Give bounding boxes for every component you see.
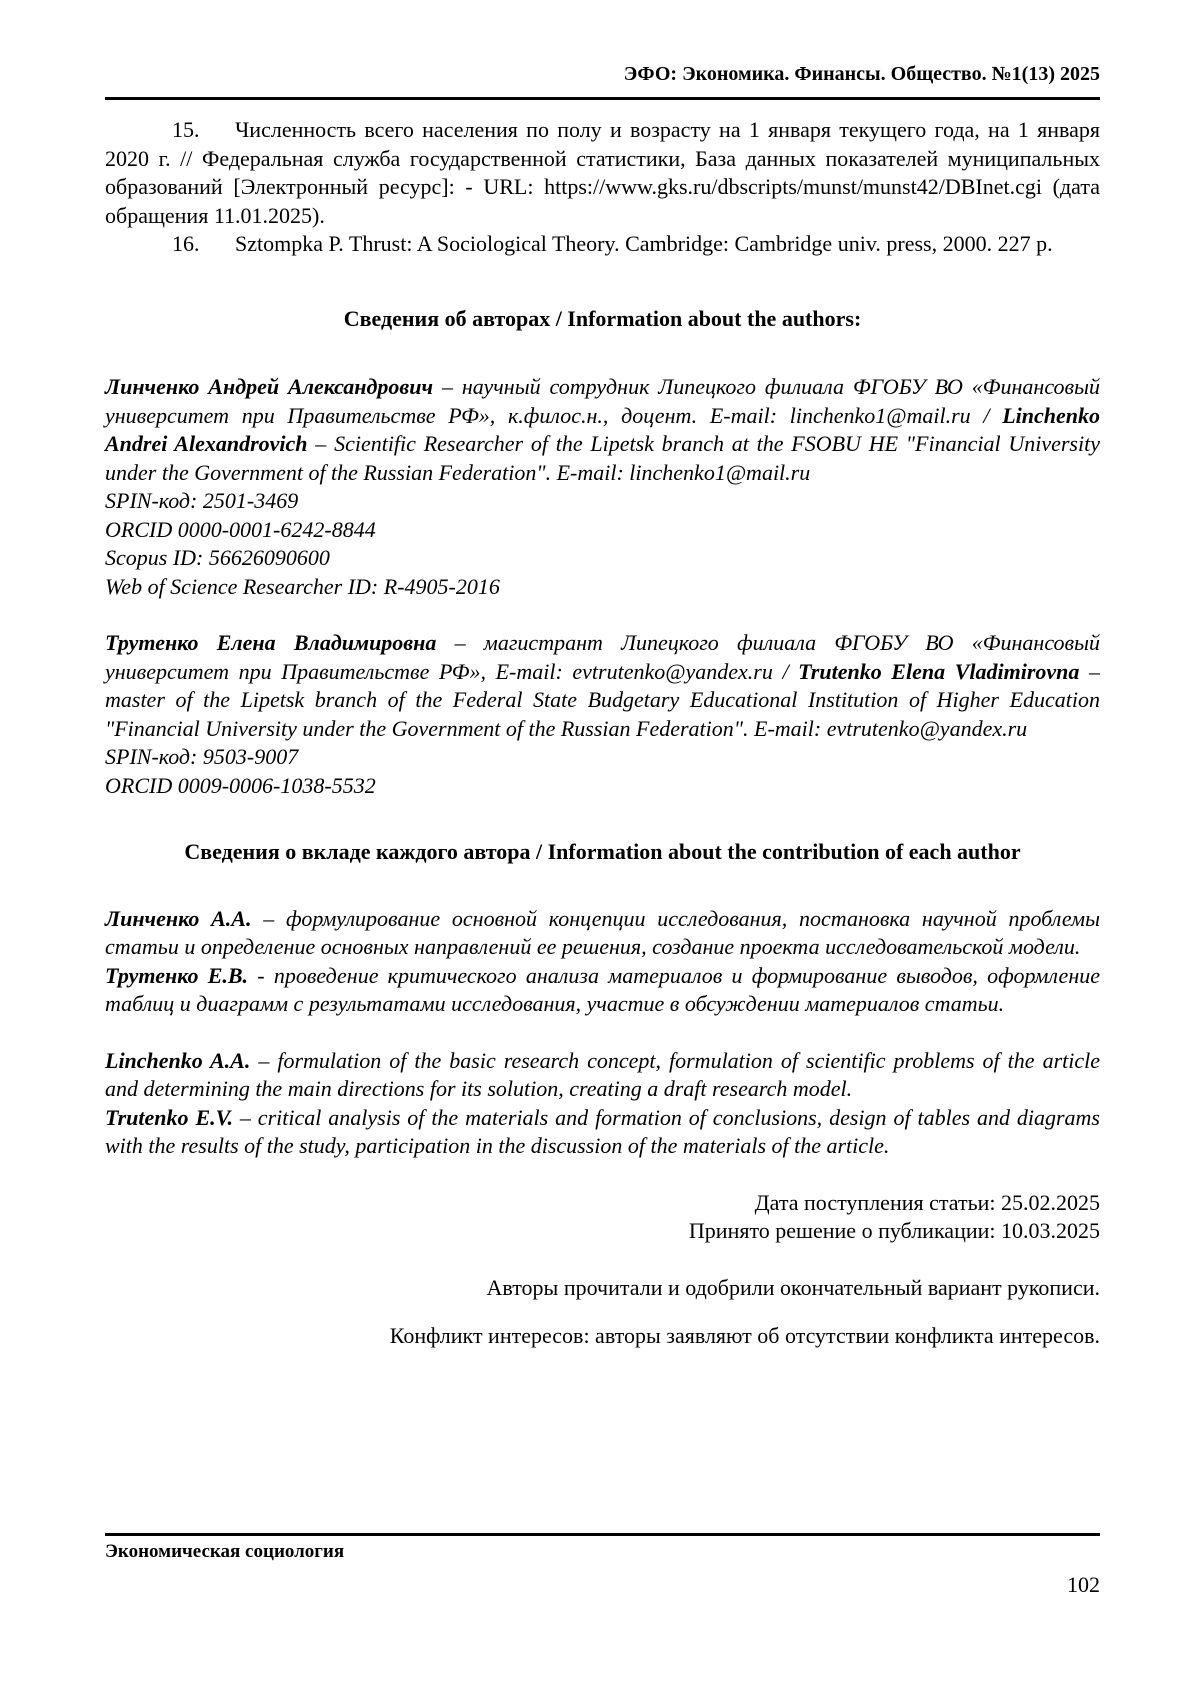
section-label: Экономическая социология	[105, 1541, 345, 1562]
author-scopus-id: Scopus ID: 56626090600	[105, 545, 330, 570]
approval-statement-block	[105, 1274, 1100, 1303]
contribution-paragraph-trutenko-ru: Трутенко Е.В. - проведение критического анализа материалов и формирование выводов, оформление таблиц и диаграмм с результатами исследования, участие в обсуждении материалов статьи.	[105, 962, 1100, 1016]
author-info-linchenko	[105, 373, 1100, 601]
authors-section-heading: Сведения об авторах / Information about the authors:	[343, 305, 862, 331]
reference-item-16	[105, 230, 1100, 259]
references-list	[105, 116, 1100, 259]
author-spin-code: SPIN-код: 9503-9007	[105, 744, 299, 769]
footer-rule	[105, 1533, 1100, 1536]
reference-number: 15.	[172, 117, 200, 142]
conflict-statement: Конфликт интересов: авторы заявляют об отсутствии конфликта интересов.	[389, 1323, 1100, 1348]
reference-number: 16.	[172, 231, 200, 256]
reference-item-15	[105, 116, 1100, 230]
contribution-paragraph-linchenko-ru: Линченко А.А. – формулирование основной концепции исследования, постановка научной проблемы статьи и определение основных направлений ее решения, создание проекта исследовательской модели.	[105, 905, 1101, 959]
page-footer	[105, 1533, 1100, 1598]
author-spin-code: SPIN-код: 2501-3469	[105, 488, 299, 513]
contribution-section-heading: Сведения о вкладе каждого автора / Information about the contribution of each author	[184, 839, 1021, 864]
author-wos-id: Web of Science Researcher ID: R-4905-2016	[105, 573, 500, 599]
article-dates	[105, 1189, 1100, 1246]
contribution-ru	[105, 905, 1100, 1019]
conflict-statement-block	[105, 1322, 1100, 1351]
date-accepted: Принято решение о публикации: 10.03.2025	[688, 1218, 1100, 1243]
reference-text: Sztompka P. Thrust: A Sociological Theory. Cambridge: Cambridge univ. press, 2000. 227 p.	[235, 231, 1053, 256]
contribution-en	[105, 1047, 1100, 1161]
page-number: 102	[1067, 1572, 1100, 1597]
author-orcid: ORCID 0000-0001-6242-8844	[105, 516, 376, 542]
contribution-paragraph-trutenko-en: Trutenko E.V. – critical analysis of the materials and formation of conclusions, design of tables and diagrams with the results of the study, participation in the discussion of the materials of the article.	[105, 1104, 1100, 1158]
approval-statement: Авторы прочитали и одобрили окончательный вариант рукописи.	[486, 1274, 1100, 1300]
author-bio: Линченко Андрей Александрович – научный сотрудник Липецкого филиала ФГОБУ ВО «Финансовый университет при Правительстве РФ», к.филос.н., доцент. E-mail: linchenko1@mail.ru / Linchenko Andrei Alexandrovich – Scientific Researcher of the Lipetsk branch at the FSOBU HE "Financial University under the Government of the Russian Federation". E-mail: linchenko1@mail.ru	[105, 374, 1100, 485]
author-orcid: ORCID 0009-0006-1038-5532	[105, 772, 376, 798]
journal-title: ЭФО: Экономика. Финансы. Общество. №1(13) 2025	[623, 63, 1100, 85]
page-header	[105, 0, 1100, 100]
reference-text: Численность всего населения по полу и возрасту на 1 января текущего года, на 1 января 2020 г. // Федеральная служба государственной статистики, База данных показателей муниципальных образований [Электронный ресурс]: - URL: https://www.gks.ru/dbscripts/munst/munst42/DBInet.cgi (дата обращения 11.01.2025).	[105, 117, 1100, 228]
author-info-trutenko	[105, 629, 1100, 800]
date-received: Дата поступления статьи: 25.02.2025	[754, 1189, 1100, 1215]
header-rule	[105, 96, 1100, 100]
contribution-paragraph-linchenko-en: Linchenko A.A. – formulation of the basic research concept, formulation of scientific problems of the article and determining the main directions for its solution, creating a draft research model.	[105, 1047, 1100, 1101]
author-bio: Трутенко Елена Владимировна – магистрант Липецкого филиала ФГОБУ ВО «Финансовый университет при Правительстве РФ», E-mail: evtrutenko@yandex.ru / Trutenko Elena Vladimirovna – master of the Lipetsk branch of the Federal State Budgetary Educational Institution of Higher Education "Financial University under the Government of the Russian Federation". E-mail: evtrutenko@yandex.ru	[105, 630, 1100, 741]
